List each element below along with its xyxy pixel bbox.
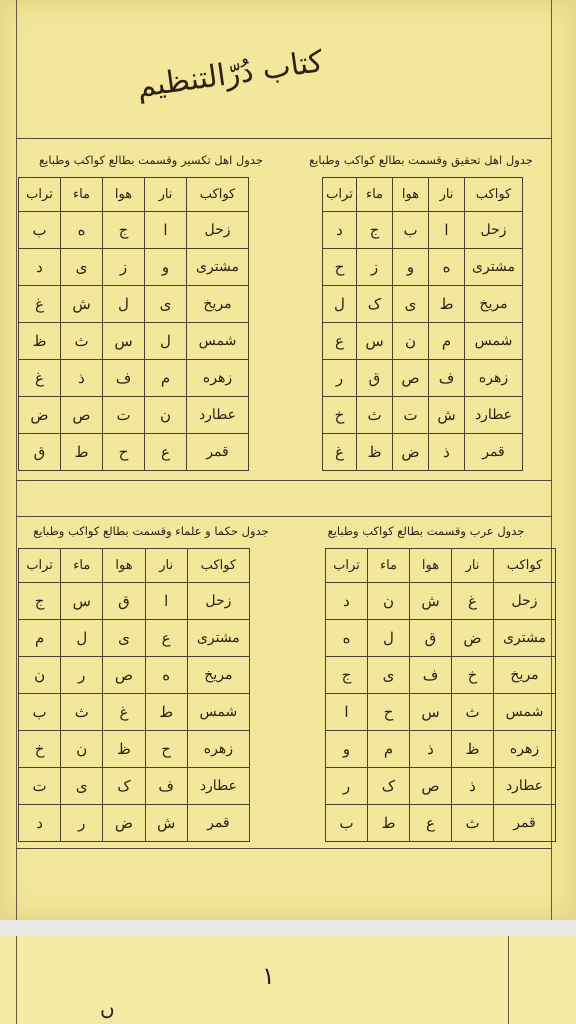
next-page-margin-right (508, 936, 509, 1024)
column-header: کواکب (187, 549, 249, 583)
letter-cell: ط (368, 805, 410, 842)
letter-cell: ظ (19, 323, 61, 360)
table-header-row (323, 178, 523, 212)
next-page-margin-left (16, 936, 17, 1024)
letter-cell: خ (19, 731, 61, 768)
letter-cell: ق (357, 360, 393, 397)
planet-cell: مریخ (494, 657, 556, 694)
letter-cell: ت (19, 768, 61, 805)
letter-cell: د (19, 805, 61, 842)
letter-cell: ذ (429, 434, 465, 471)
planet-cell: قمر (187, 434, 249, 471)
letter-cell: ن (145, 397, 187, 434)
table-row (326, 620, 556, 657)
letter-table-bottom-right (325, 548, 556, 842)
letter-cell: ض (452, 620, 494, 657)
letter-cell: ا (145, 583, 187, 620)
planet-cell: مریخ (465, 286, 523, 323)
letter-cell: ب (326, 805, 368, 842)
letter-cell: ش (61, 286, 103, 323)
letter-cell: م (429, 323, 465, 360)
column-header: ماء (61, 178, 103, 212)
column-header: کواکب (465, 178, 523, 212)
letter-cell: ه (61, 212, 103, 249)
letter-cell: ل (145, 323, 187, 360)
rule-top (16, 138, 552, 139)
table-row (323, 323, 523, 360)
letter-cell: س (103, 323, 145, 360)
letter-cell: ب (393, 212, 429, 249)
page-number: ۱ (262, 962, 275, 990)
column-header: هوا (103, 549, 145, 583)
table-row (19, 768, 250, 805)
letter-cell: ب (19, 212, 61, 249)
letter-cell: م (19, 620, 61, 657)
column-header: کواکب (187, 178, 249, 212)
column-header: ماء (368, 549, 410, 583)
table-row (19, 731, 250, 768)
letter-cell: ض (103, 805, 145, 842)
letter-cell: م (368, 731, 410, 768)
planet-cell: مشتری (187, 620, 249, 657)
letter-cell: ض (19, 397, 61, 434)
table-row (19, 323, 249, 360)
planet-cell: شمس (187, 323, 249, 360)
table-row (326, 657, 556, 694)
table-row (19, 620, 250, 657)
column-header: تراب (323, 178, 357, 212)
column-header: ماء (61, 549, 103, 583)
letter-cell: ت (393, 397, 429, 434)
letter-cell: ک (357, 286, 393, 323)
letter-cell: غ (452, 583, 494, 620)
letter-table-top-right (322, 177, 523, 471)
letter-cell: ث (61, 694, 103, 731)
letter-cell: ز (357, 249, 393, 286)
letter-cell: ض (393, 434, 429, 471)
letter-cell: غ (323, 434, 357, 471)
table-header-row (19, 549, 250, 583)
table-row (19, 360, 249, 397)
letter-cell: غ (19, 286, 61, 323)
letter-cell: ا (326, 694, 368, 731)
table-header-row (19, 178, 249, 212)
column-header: نار (452, 549, 494, 583)
planet-cell: زحل (187, 212, 249, 249)
column-header: تراب (326, 549, 368, 583)
table-row (326, 731, 556, 768)
table-row (323, 286, 523, 323)
table-row (326, 583, 556, 620)
letter-cell: ع (145, 434, 187, 471)
letter-cell: غ (19, 360, 61, 397)
letter-cell: ث (452, 805, 494, 842)
letter-cell: ن (393, 323, 429, 360)
letter-cell: ظ (452, 731, 494, 768)
letter-table-top-left (18, 177, 249, 471)
letter-cell: ث (452, 694, 494, 731)
column-header: کواکب (494, 549, 556, 583)
letter-cell: م (145, 360, 187, 397)
planet-cell: زحل (494, 583, 556, 620)
letter-cell: ح (145, 731, 187, 768)
letter-cell: ر (326, 768, 368, 805)
table-caption: جدول حکما و علماء وقسمت بطالع کواکب وطبایع (33, 524, 269, 538)
letter-cell: ی (61, 249, 103, 286)
letter-cell: و (326, 731, 368, 768)
letter-cell: ذ (61, 360, 103, 397)
letter-cell: ک (368, 768, 410, 805)
letter-cell: غ (103, 694, 145, 731)
letter-cell: خ (323, 397, 357, 434)
table-row (326, 805, 556, 842)
next-page-text: ں (100, 996, 115, 1020)
letter-cell: ت (103, 397, 145, 434)
rule-bottom (16, 848, 552, 849)
planet-cell: زهره (187, 731, 249, 768)
letter-cell: ی (103, 620, 145, 657)
letter-cell: ص (410, 768, 452, 805)
planet-cell: عطارد (187, 768, 249, 805)
letter-cell: ج (19, 583, 61, 620)
table-row (326, 694, 556, 731)
table-row (19, 249, 249, 286)
letter-cell: ظ (357, 434, 393, 471)
letter-cell: ا (145, 212, 187, 249)
letter-cell: ی (61, 768, 103, 805)
letter-cell: ی (393, 286, 429, 323)
planet-cell: مریخ (187, 657, 249, 694)
planet-cell: زهره (494, 731, 556, 768)
letter-cell: ق (19, 434, 61, 471)
letter-cell: و (393, 249, 429, 286)
letter-cell: ج (357, 212, 393, 249)
letter-cell: ف (410, 657, 452, 694)
letter-cell: ح (368, 694, 410, 731)
table-caption: جدول عرب وقسمت بطالع کواکب وطبایع (327, 524, 525, 538)
letter-cell: ل (368, 620, 410, 657)
letter-cell: ج (326, 657, 368, 694)
letter-cell: ک (103, 768, 145, 805)
letter-cell: ر (61, 805, 103, 842)
table-row (19, 397, 249, 434)
planet-cell: شمس (187, 694, 249, 731)
letter-cell: ف (103, 360, 145, 397)
letter-cell: ف (145, 768, 187, 805)
letter-cell: ه (145, 657, 187, 694)
letter-cell: ث (357, 397, 393, 434)
letter-cell: ب (19, 694, 61, 731)
column-header: نار (145, 178, 187, 212)
letter-cell: ل (61, 620, 103, 657)
letter-cell: ه (326, 620, 368, 657)
table-row (323, 249, 523, 286)
letter-cell: ق (103, 583, 145, 620)
letter-cell: ل (103, 286, 145, 323)
letter-cell: ش (410, 583, 452, 620)
letter-cell: ح (103, 434, 145, 471)
letter-cell: ج (103, 212, 145, 249)
letter-cell: ز (103, 249, 145, 286)
letter-cell: س (410, 694, 452, 731)
planet-cell: مشتری (465, 249, 523, 286)
letter-cell: ن (368, 583, 410, 620)
letter-cell: ش (429, 397, 465, 434)
column-header: نار (429, 178, 465, 212)
planet-cell: شمس (494, 694, 556, 731)
letter-cell: ث (61, 323, 103, 360)
letter-cell: د (326, 583, 368, 620)
planet-cell: عطارد (494, 768, 556, 805)
table-row (326, 768, 556, 805)
planet-cell: زحل (465, 212, 523, 249)
letter-cell: ر (61, 657, 103, 694)
letter-cell: د (19, 249, 61, 286)
table-row (323, 212, 523, 249)
table-row (19, 212, 249, 249)
planet-cell: زحل (187, 583, 249, 620)
letter-cell: ط (429, 286, 465, 323)
letter-cell: ی (145, 286, 187, 323)
table-row (19, 286, 249, 323)
letter-cell: ل (323, 286, 357, 323)
letter-cell: ح (323, 249, 357, 286)
planet-cell: زهره (465, 360, 523, 397)
table-row (323, 397, 523, 434)
planet-cell: قمر (494, 805, 556, 842)
letter-cell: ش (145, 805, 187, 842)
letter-cell: خ (452, 657, 494, 694)
letter-cell: ص (103, 657, 145, 694)
letter-cell: ص (61, 397, 103, 434)
table-caption: جدول اهل تکسیر وقسمت بطالع کواکب وطبایع (39, 153, 263, 167)
table-row (19, 805, 250, 842)
table-row (323, 360, 523, 397)
letter-cell: ظ (103, 731, 145, 768)
planet-cell: قمر (465, 434, 523, 471)
rule-mid (16, 480, 552, 481)
letter-cell: ع (145, 620, 187, 657)
table-row (19, 694, 250, 731)
letter-cell: ا (429, 212, 465, 249)
letter-cell: ر (323, 360, 357, 397)
page-title: کتاب دُرّالتنظیم (134, 44, 326, 105)
table-row (19, 657, 250, 694)
letter-cell: س (357, 323, 393, 360)
column-header: هوا (410, 549, 452, 583)
letter-table-bottom-left (18, 548, 250, 842)
table-header-row (326, 549, 556, 583)
letter-cell: و (145, 249, 187, 286)
letter-cell: ط (145, 694, 187, 731)
letter-cell: ن (61, 731, 103, 768)
column-header: تراب (19, 549, 61, 583)
column-header: ماء (357, 178, 393, 212)
planet-cell: عطارد (465, 397, 523, 434)
planet-cell: زهره (187, 360, 249, 397)
column-header: تراب (19, 178, 61, 212)
letter-cell: ذ (410, 731, 452, 768)
letter-cell: د (323, 212, 357, 249)
letter-cell: ف (429, 360, 465, 397)
letter-cell: ی (368, 657, 410, 694)
table-row (19, 583, 250, 620)
column-header: نار (145, 549, 187, 583)
letter-cell: ذ (452, 768, 494, 805)
next-page (0, 936, 576, 1024)
letter-cell: ق (410, 620, 452, 657)
letter-cell: ه (429, 249, 465, 286)
letter-cell: ص (393, 360, 429, 397)
letter-cell: ع (323, 323, 357, 360)
table-row (19, 434, 249, 471)
table-row (323, 434, 523, 471)
letter-cell: س (61, 583, 103, 620)
planet-cell: قمر (187, 805, 249, 842)
planet-cell: مشتری (494, 620, 556, 657)
letter-cell: ع (410, 805, 452, 842)
planet-cell: مریخ (187, 286, 249, 323)
column-header: هوا (103, 178, 145, 212)
letter-cell: ن (19, 657, 61, 694)
letter-cell: ط (61, 434, 103, 471)
planet-cell: عطارد (187, 397, 249, 434)
planet-cell: شمس (465, 323, 523, 360)
table-caption: جدول اهل تحقیق وقسمت بطالع کواکب وطبایع (309, 153, 533, 167)
planet-cell: مشتری (187, 249, 249, 286)
column-header: هوا (393, 178, 429, 212)
